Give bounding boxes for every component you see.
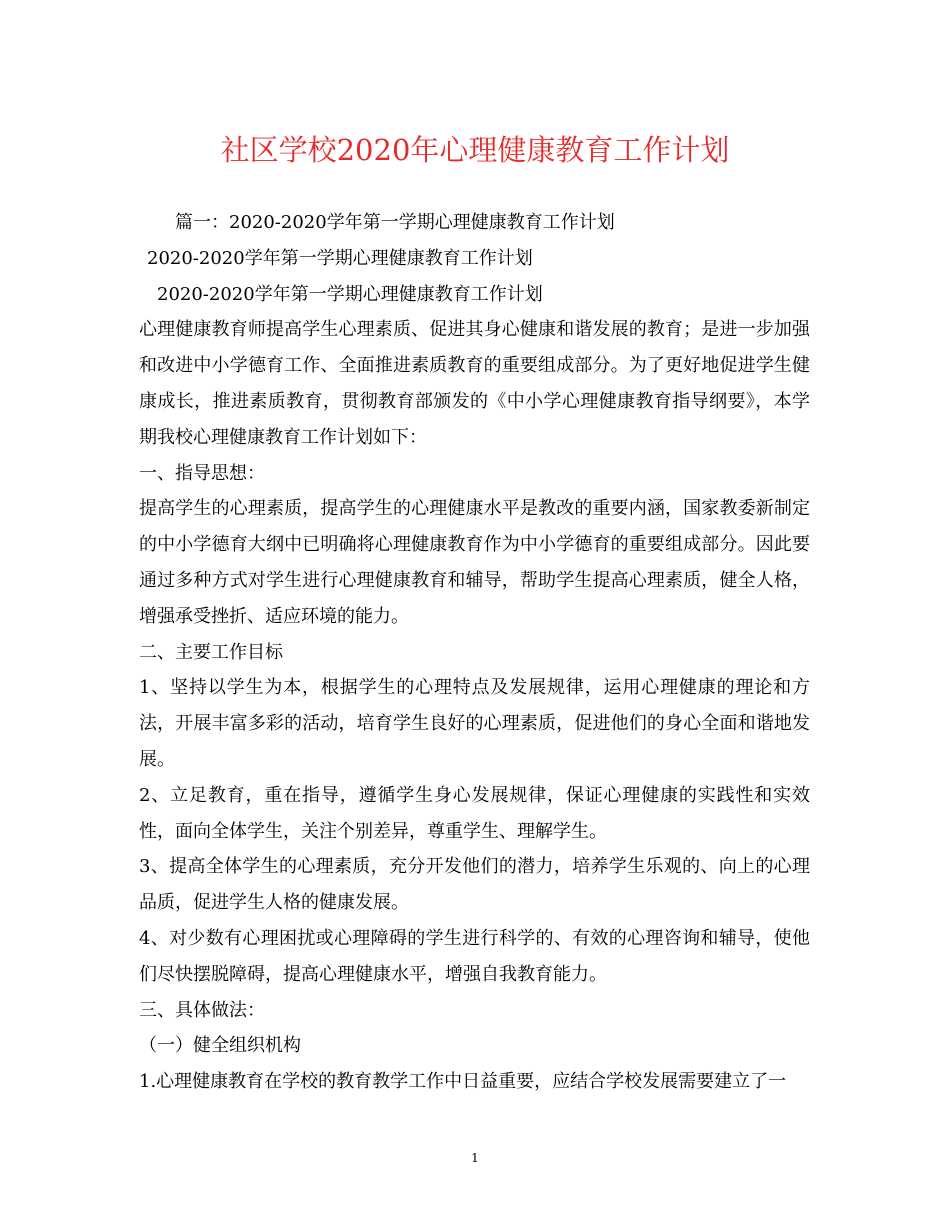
subsection-heading: （一）健全组织机构 [139,1035,301,1057]
list-item: 4、对少数有心理困扰或心理障碍的学生进行科学的、有效的心理咨询和辅导，使他们尽快摆脱障碍，提高心理健康水平，增强自我教育能力。 [139,927,810,985]
list-item: 1、坚持以学生为本，根据学生的心理特点及发展规律，运用心理健康的理论和方法，开展丰富多彩的活动，培育学生良好的心理素质，促进他们的身心全面和谐地发展。 [139,677,810,770]
paragraph: 篇一：2020-2020学年第一学期心理健康教育工作计划 [175,212,615,233]
paragraph: 提高学生的心理素质，提高学生的心理健康水平是教改的重要内涵，国家教委新制定的中小学德育大纲中已明确将心理健康教育作为中小学德育的重要组成部分。因此要通过多种方式对学生进行心理健康教育和辅导，帮助学生提高心理素质，健全人格，增强承受挫折、适应环境的能力。 [139,498,810,627]
page-title: 社区学校2020年心理健康教育工作计划 [220,133,730,167]
page-number: 1 [471,1151,479,1165]
section-heading: 一、指导思想： [139,462,265,484]
list-item: 1.心理健康教育在学校的教育教学工作中日益重要，应结合学校发展需要建立了一 [139,1071,787,1093]
paragraph: 2020-2020学年第一学期心理健康教育工作计划 [157,283,543,305]
section-heading: 二、主要工作目标 [139,641,283,663]
document-body [139,205,810,1100]
paragraph: 2020-2020学年第一学期心理健康教育工作计划 [147,247,533,269]
section-heading: 三、具体做法： [139,999,265,1021]
list-item: 3、提高全体学生的心理素质，充分开发他们的潜力，培养学生乐观的、向上的心理品质，促进学生人格的健康发展。 [139,856,810,914]
paragraph: 心理健康教育师提高学生心理素质、促进其身心健康和谐发展的教育；是进一步加强和改进中小学德育工作、全面推进素质教育的重要组成部分。为了更好地促进学生健康成长，推进素质教育，贯彻教育部颁发的《中小学心理健康教育指导纲要》，本学期我校心理健康教育工作计划如下： [139,319,810,448]
list-item: 2、立足教育，重在指导，遵循学生身心发展规律，保证心理健康的实践性和实效性，面向全体学生，关注个别差异，尊重学生、理解学生。 [139,784,810,842]
